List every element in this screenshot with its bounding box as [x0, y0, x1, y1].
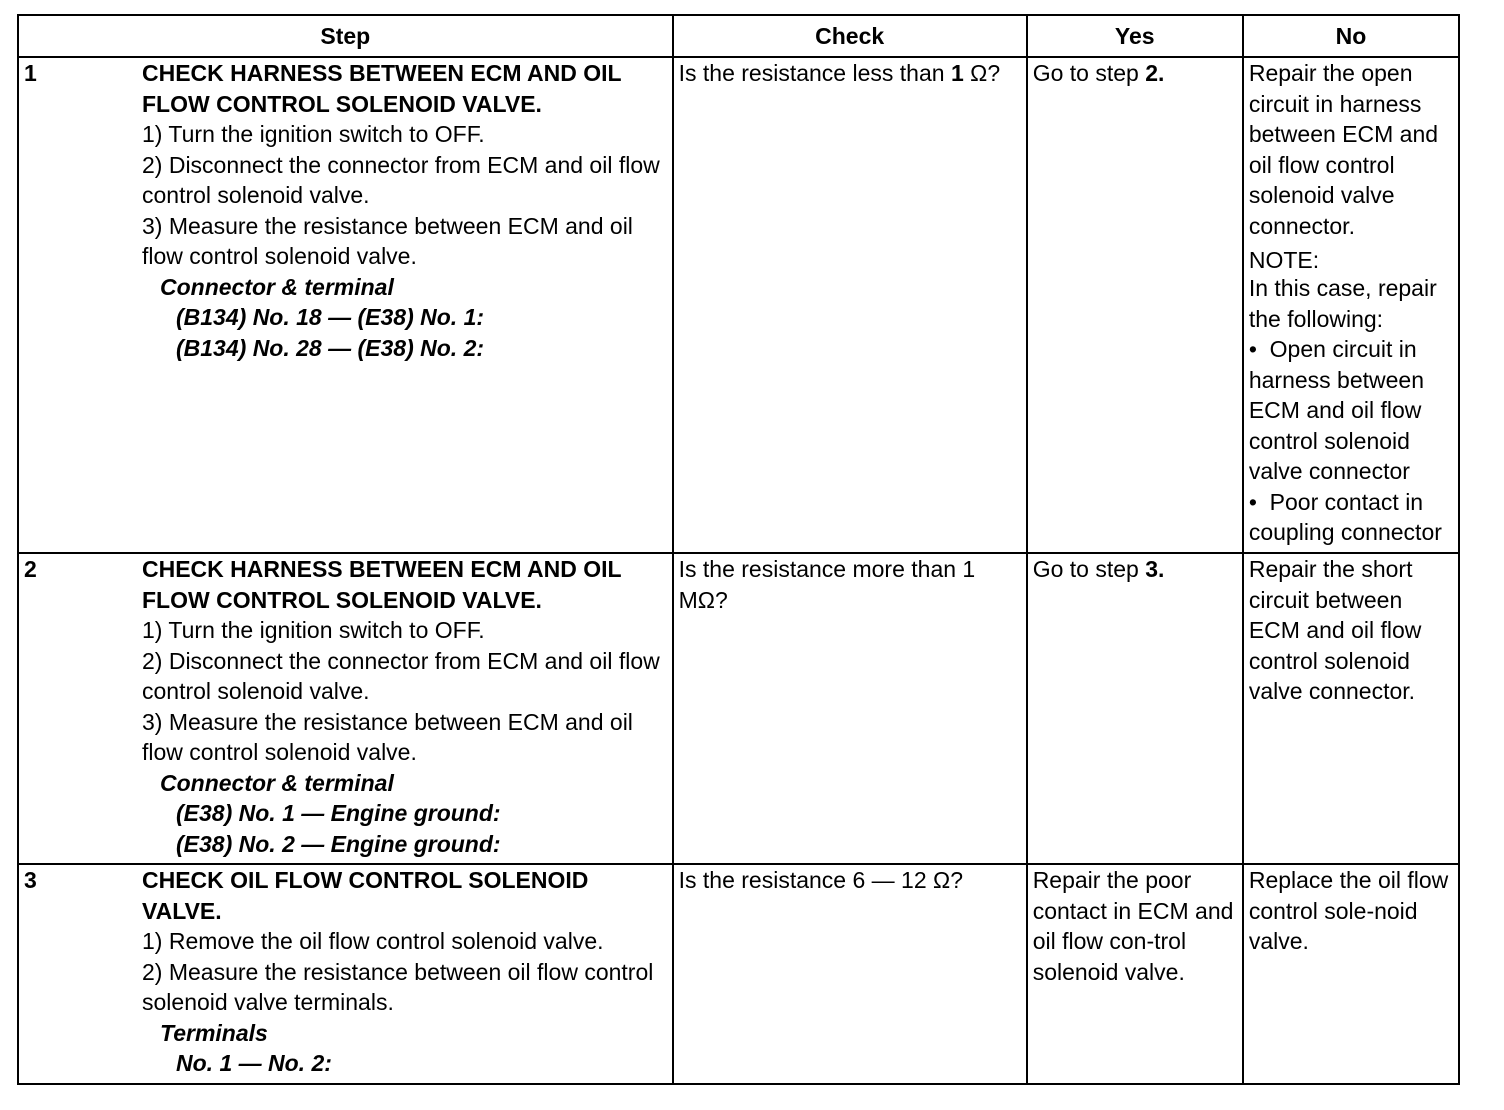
- terminal-spec: (B134) No. 28 — (E38) No. 2:: [176, 334, 485, 361]
- terminal-heading: Connector & terminal: [160, 769, 394, 796]
- note-item-text: Poor contact in coupling connector: [1248, 488, 1442, 545]
- table-row: [18, 57, 1459, 553]
- instruction: 1) Turn the ignition switch to OFF.: [142, 121, 485, 147]
- check-text: Is the resistance more than 1 MΩ?: [678, 556, 976, 613]
- header-row: [18, 15, 1459, 57]
- no-cell: [1243, 553, 1459, 864]
- diagnostic-table: [17, 14, 1460, 1085]
- step-title: CHECK HARNESS BETWEEN ECM AND OIL FLOW CONTROL SOLENOID VALVE.: [142, 556, 622, 613]
- table-row: [18, 553, 1459, 864]
- yes-step: 2.: [1145, 60, 1165, 86]
- yes-text: Go to step: [1032, 60, 1146, 86]
- note-label: NOTE:: [1248, 247, 1320, 273]
- step-number: 3: [24, 867, 37, 893]
- step-cell: [18, 57, 673, 553]
- no-cell: [1243, 864, 1459, 1084]
- step-number: 1: [24, 60, 37, 86]
- no-text: Repair the short circuit between ECM and oil flow control solenoid valve connector.: [1248, 556, 1422, 704]
- yes-cell: [1027, 864, 1243, 1084]
- yes-text: Repair the poor contact in ECM and oil flow con-trol solenoid valve.: [1032, 867, 1234, 985]
- check-unit: Ω?: [963, 60, 1001, 86]
- table-row: [18, 864, 1459, 1084]
- note-intro: In this case, repair the following:: [1248, 275, 1437, 332]
- step-cell: [18, 864, 673, 1084]
- check-value: 1: [950, 60, 964, 86]
- instruction: 3) Measure the resistance between ECM and oil flow control solenoid valve.: [142, 708, 633, 765]
- note-item-text: Open circuit in harness between ECM and oil flow control solenoid valve connector: [1248, 336, 1425, 484]
- instruction: 3) Measure the resistance between ECM and oil flow control solenoid valve.: [142, 212, 633, 269]
- instruction: 2) Measure the resistance between oil flow control solenoid valve terminals.: [142, 958, 654, 1015]
- check-cell: [673, 553, 1027, 864]
- step-number: 2: [24, 556, 37, 582]
- step-cell: [18, 553, 673, 864]
- instruction: 2) Disconnect the connector from ECM and oil flow control solenoid valve.: [142, 151, 660, 208]
- instruction: 1) Turn the ignition switch to OFF.: [142, 617, 485, 643]
- step-title: CHECK HARNESS BETWEEN ECM AND OIL FLOW CONTROL SOLENOID VALVE.: [142, 60, 622, 117]
- instruction: 1) Remove the oil flow control solenoid valve.: [142, 928, 604, 954]
- yes-text: Go to step: [1032, 556, 1146, 582]
- no-text: Repair the open circuit in harness between ECM and oil flow control solenoid valve connector.: [1248, 60, 1439, 239]
- yes-step: 3.: [1145, 556, 1165, 582]
- terminal-heading: Terminals: [160, 1019, 268, 1046]
- terminal-spec: (E38) No. 1 — Engine ground:: [176, 800, 501, 826]
- note-bullet-item: • Open circuit in harness between ECM and oil flow control solenoid valve connector: [1248, 336, 1425, 484]
- no-cell: [1243, 57, 1459, 553]
- note-bullet-item: • Poor contact in coupling connector: [1248, 488, 1442, 545]
- check-cell: [673, 864, 1027, 1084]
- yes-cell: [1027, 553, 1243, 864]
- step-title: CHECK OIL FLOW CONTROL SOLENOID VALVE.: [142, 867, 589, 924]
- terminal-spec: (B134) No. 18 — (E38) No. 1:: [176, 304, 485, 330]
- check-text: Is the resistance 6 — 12 Ω?: [678, 867, 964, 893]
- check-text: Is the resistance less than: [678, 60, 951, 86]
- header-check: Check: [673, 15, 1027, 57]
- header-step: Step: [18, 15, 673, 57]
- instruction: 2) Disconnect the connector from ECM and oil flow control solenoid valve.: [142, 647, 660, 704]
- header-yes: Yes: [1027, 15, 1243, 57]
- terminal-spec: No. 1 — No. 2:: [176, 1050, 332, 1076]
- yes-cell: [1027, 57, 1243, 553]
- check-cell: [673, 57, 1027, 553]
- terminal-heading: Connector & terminal: [160, 273, 394, 300]
- header-no: No: [1243, 15, 1459, 57]
- no-text: Replace the oil flow control sole-noid valve.: [1248, 867, 1449, 954]
- terminal-spec: (E38) No. 2 — Engine ground:: [176, 830, 501, 857]
